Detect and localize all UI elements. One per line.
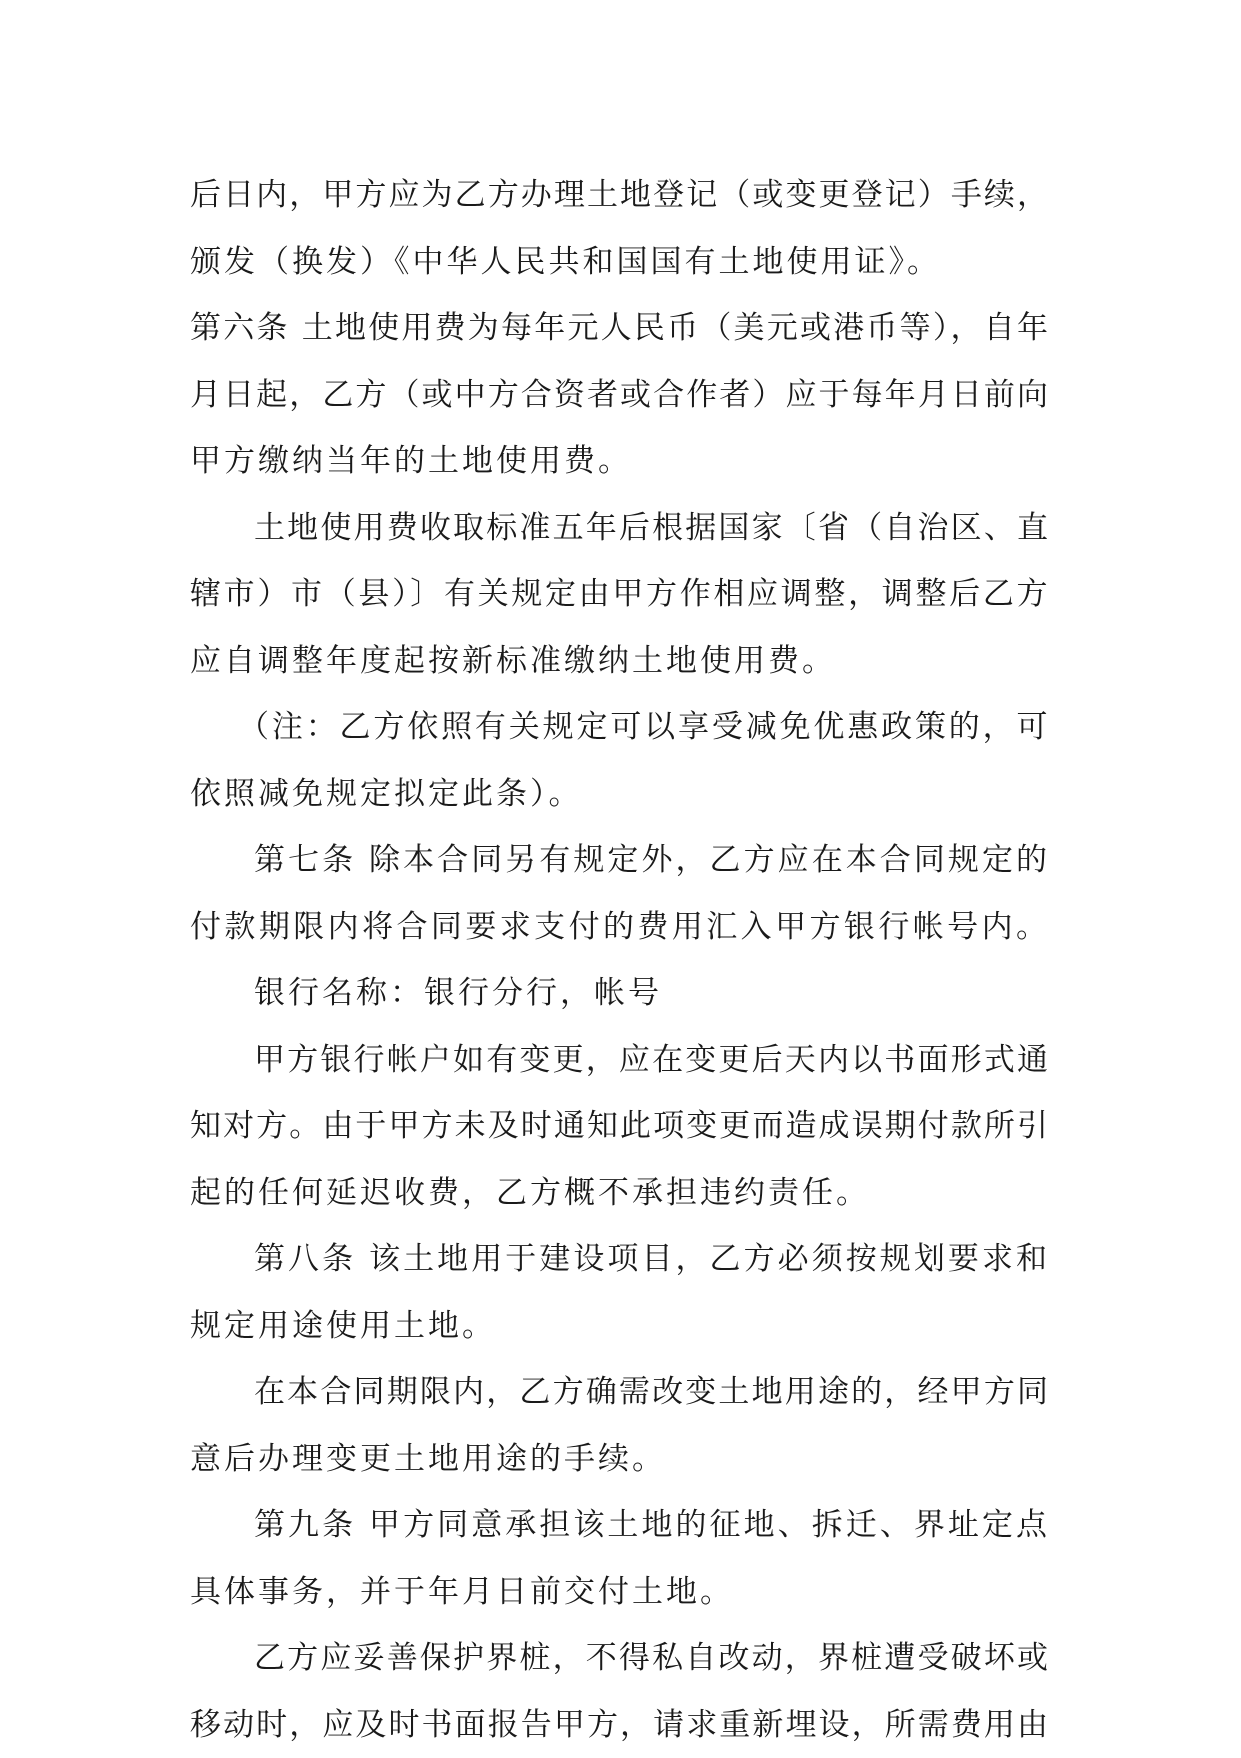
note-line-1: （注：乙方依照有关规定可以享受减免优惠政策的，可 <box>190 694 1050 761</box>
text-line-16: 起的任何延迟收费，乙方概不承担违约责任。 <box>190 1160 1050 1227</box>
text-line-6: 土地使用费收取标准五年后根据国家〔省（自治区、直 <box>190 495 1050 562</box>
text-line-22: 具体事务，并于年月日前交付土地。 <box>190 1559 1050 1626</box>
text-line-12: 付款期限内将合同要求支付的费用汇入甲方银行帐号内。 <box>190 894 1050 961</box>
article-9-heading-line: 第九条 甲方同意承担该土地的征地、拆迁、界址定点 <box>190 1492 1050 1559</box>
text-line-15: 知对方。由于甲方未及时通知此项变更而造成误期付款所引 <box>190 1093 1050 1160</box>
article-7-heading-line: 第七条 除本合同另有规定外，乙方应在本合同规定的 <box>190 827 1050 894</box>
text-line-8: 应自调整年度起按新标准缴纳土地使用费。 <box>190 628 1050 695</box>
text-line-14: 甲方银行帐户如有变更，应在变更后天内以书面形式通 <box>190 1027 1050 1094</box>
article-6-heading-line: 第六条 土地使用费为每年元人民币（美元或港币等），自年 <box>190 295 1050 362</box>
text-line-1: 后日内，甲方应为乙方办理土地登记（或变更登记）手续， <box>190 162 1050 229</box>
note-line-2: 依照减免规定拟定此条）。 <box>190 761 1050 828</box>
text-line-5: 甲方缴纳当年的土地使用费。 <box>190 428 1050 495</box>
text-line-18: 规定用途使用土地。 <box>190 1293 1050 1360</box>
text-line-19: 在本合同期限内，乙方确需改变土地用途的，经甲方同 <box>190 1359 1050 1426</box>
text-line-2: 颁发（换发）《中华人民共和国国有土地使用证》。 <box>190 229 1050 296</box>
contract-text <box>190 162 1050 1758</box>
text-line-20: 意后办理变更土地用途的手续。 <box>190 1426 1050 1493</box>
text-line-7: 辖市）市（县）〕有关规定由甲方作相应调整，调整后乙方 <box>190 561 1050 628</box>
article-8-heading-line: 第八条 该土地用于建设项目，乙方必须按规划要求和 <box>190 1226 1050 1293</box>
text-line-23: 乙方应妥善保护界桩，不得私自改动，界桩遭受破坏或 <box>190 1625 1050 1692</box>
text-line-24: 移动时，应及时书面报告甲方，请求重新埋设，所需费用由 <box>190 1692 1050 1758</box>
text-line-4: 月日起，乙方（或中方合资者或合作者）应于每年月日前向 <box>190 362 1050 429</box>
bank-name-line: 银行名称：银行分行，帐号 <box>190 960 1050 1027</box>
